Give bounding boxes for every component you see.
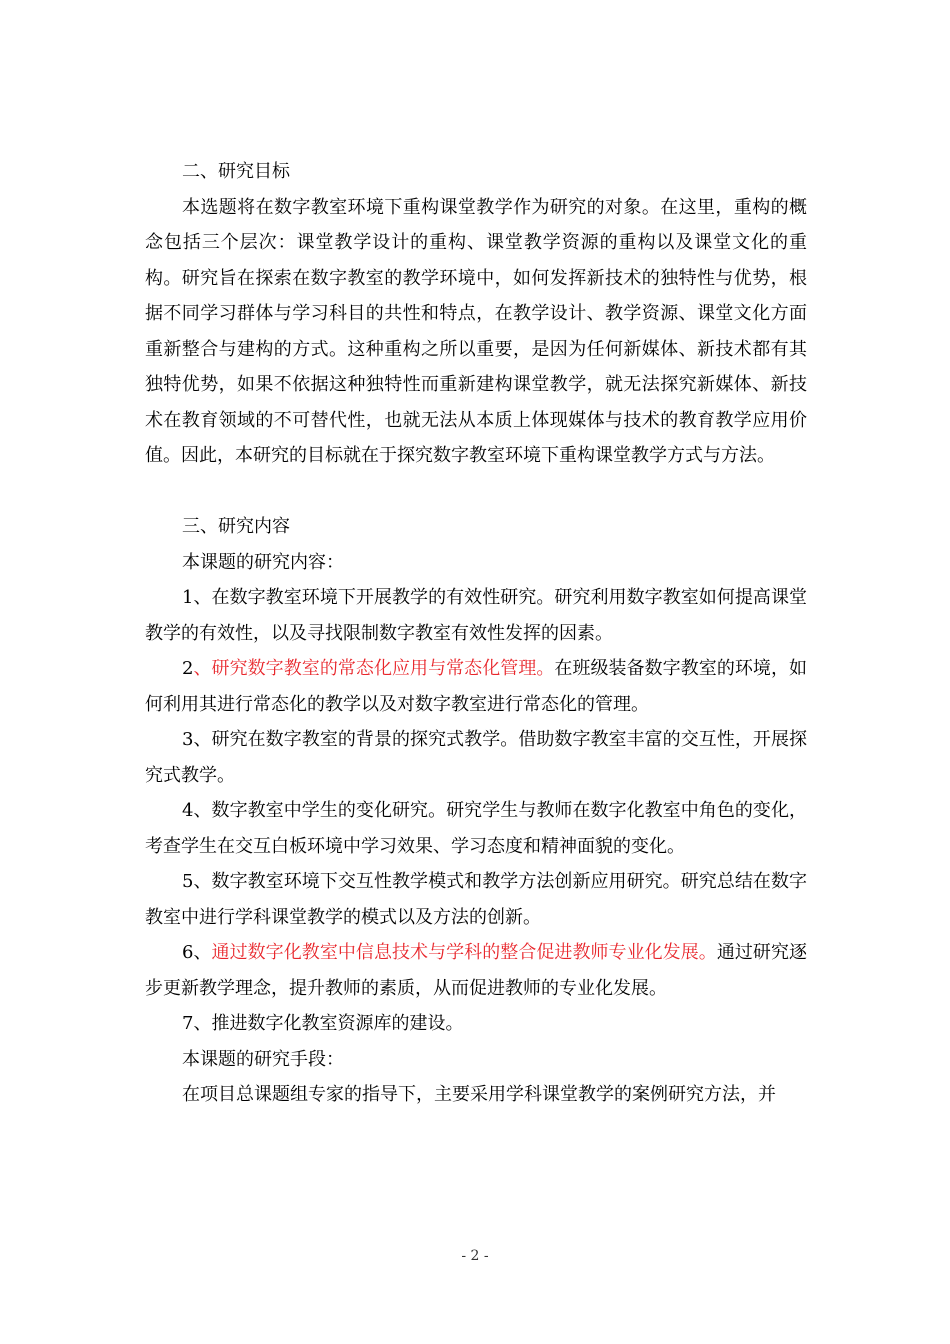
content-item-6	[145, 935, 807, 1006]
item-6-number: 6、	[182, 942, 212, 963]
content-item-5: 5、数字教室环境下交互性教学模式和教学方法创新应用研究。研究总结在数字教室中进行学科课堂教学的模式以及方法的创新。	[145, 871, 807, 928]
research-means-heading: 本课题的研究手段：	[182, 1048, 344, 1070]
item-6-highlight: 通过数字化教室中信息技术与学科的整合促进教师专业化发展。	[211, 942, 717, 963]
content-item-1: 1、在数字教室环境下开展教学的有效性研究。研究利用数字教室如何提高课堂教学的有效性，以及寻找限制数字教室有效性发挥的因素。	[145, 587, 807, 644]
item-2-number: 2	[182, 658, 194, 679]
item-6-text: 通过研究逐步更新教学理念，提升教师的素质，从而促进教师的专业化发展。	[145, 942, 808, 999]
item-2-text: 在班级装备数字教室的环境，如何利用其进行常态化的教学以及对数字教室进行常态化的管理。	[145, 658, 807, 715]
content-item-2	[145, 651, 807, 722]
goals-paragraph: 本选题将在数字教室环境下重构课堂教学作为研究的对象。在这里，重构的概念包括三个层次：课堂教学设计的重构、课堂教学资源的重构以及课堂文化的重构。研究旨在探索在数字教室的教学环境中，如何发挥新技术的独特性与优势，根据不同学习群体与学习科目的共性和特点，在教学设计、教学资源、课堂文化方面重新整合与建构的方式。这种重构之所以重要，是因为任何新媒体、新技术都有其独特优势，如果不依据这种独特性而重新建构课堂教学，就无法探究新媒体、新技术在教育领域的不可替代性，也就无法从本质上体现媒体与技术的教育教学应用价值。因此，本研究的目标就在于探究数字教室环境下重构课堂教学方式与方法。	[145, 196, 807, 466]
section-heading-goals: 二、研究目标	[182, 161, 290, 182]
content-intro: 本课题的研究内容：	[182, 551, 344, 573]
section-heading-content: 三、研究内容	[182, 516, 290, 537]
page-content	[145, 154, 807, 1113]
research-means-paragraph: 在项目总课题组专家的指导下，主要采用学科课堂教学的案例研究方法，并	[182, 1084, 776, 1105]
page-number: - 2 -	[461, 1248, 489, 1264]
content-item-4: 4、数字教室中学生的变化研究。研究学生与教师在数字化教室中角色的变化，考查学生在交互白板环境中学习效果、学习态度和精神面貌的变化。	[145, 800, 807, 857]
content-item-7: 7、推进数字化教室资源库的建设。	[182, 1013, 464, 1034]
item-2-highlight: 、研究数字教室的常态化应用与常态化管理。	[193, 658, 555, 679]
section-spacer	[145, 474, 807, 510]
content-item-3: 3、研究在数字教室的背景的探究式教学。借助数字教室丰富的交互性，开展探究式教学。	[145, 729, 807, 786]
